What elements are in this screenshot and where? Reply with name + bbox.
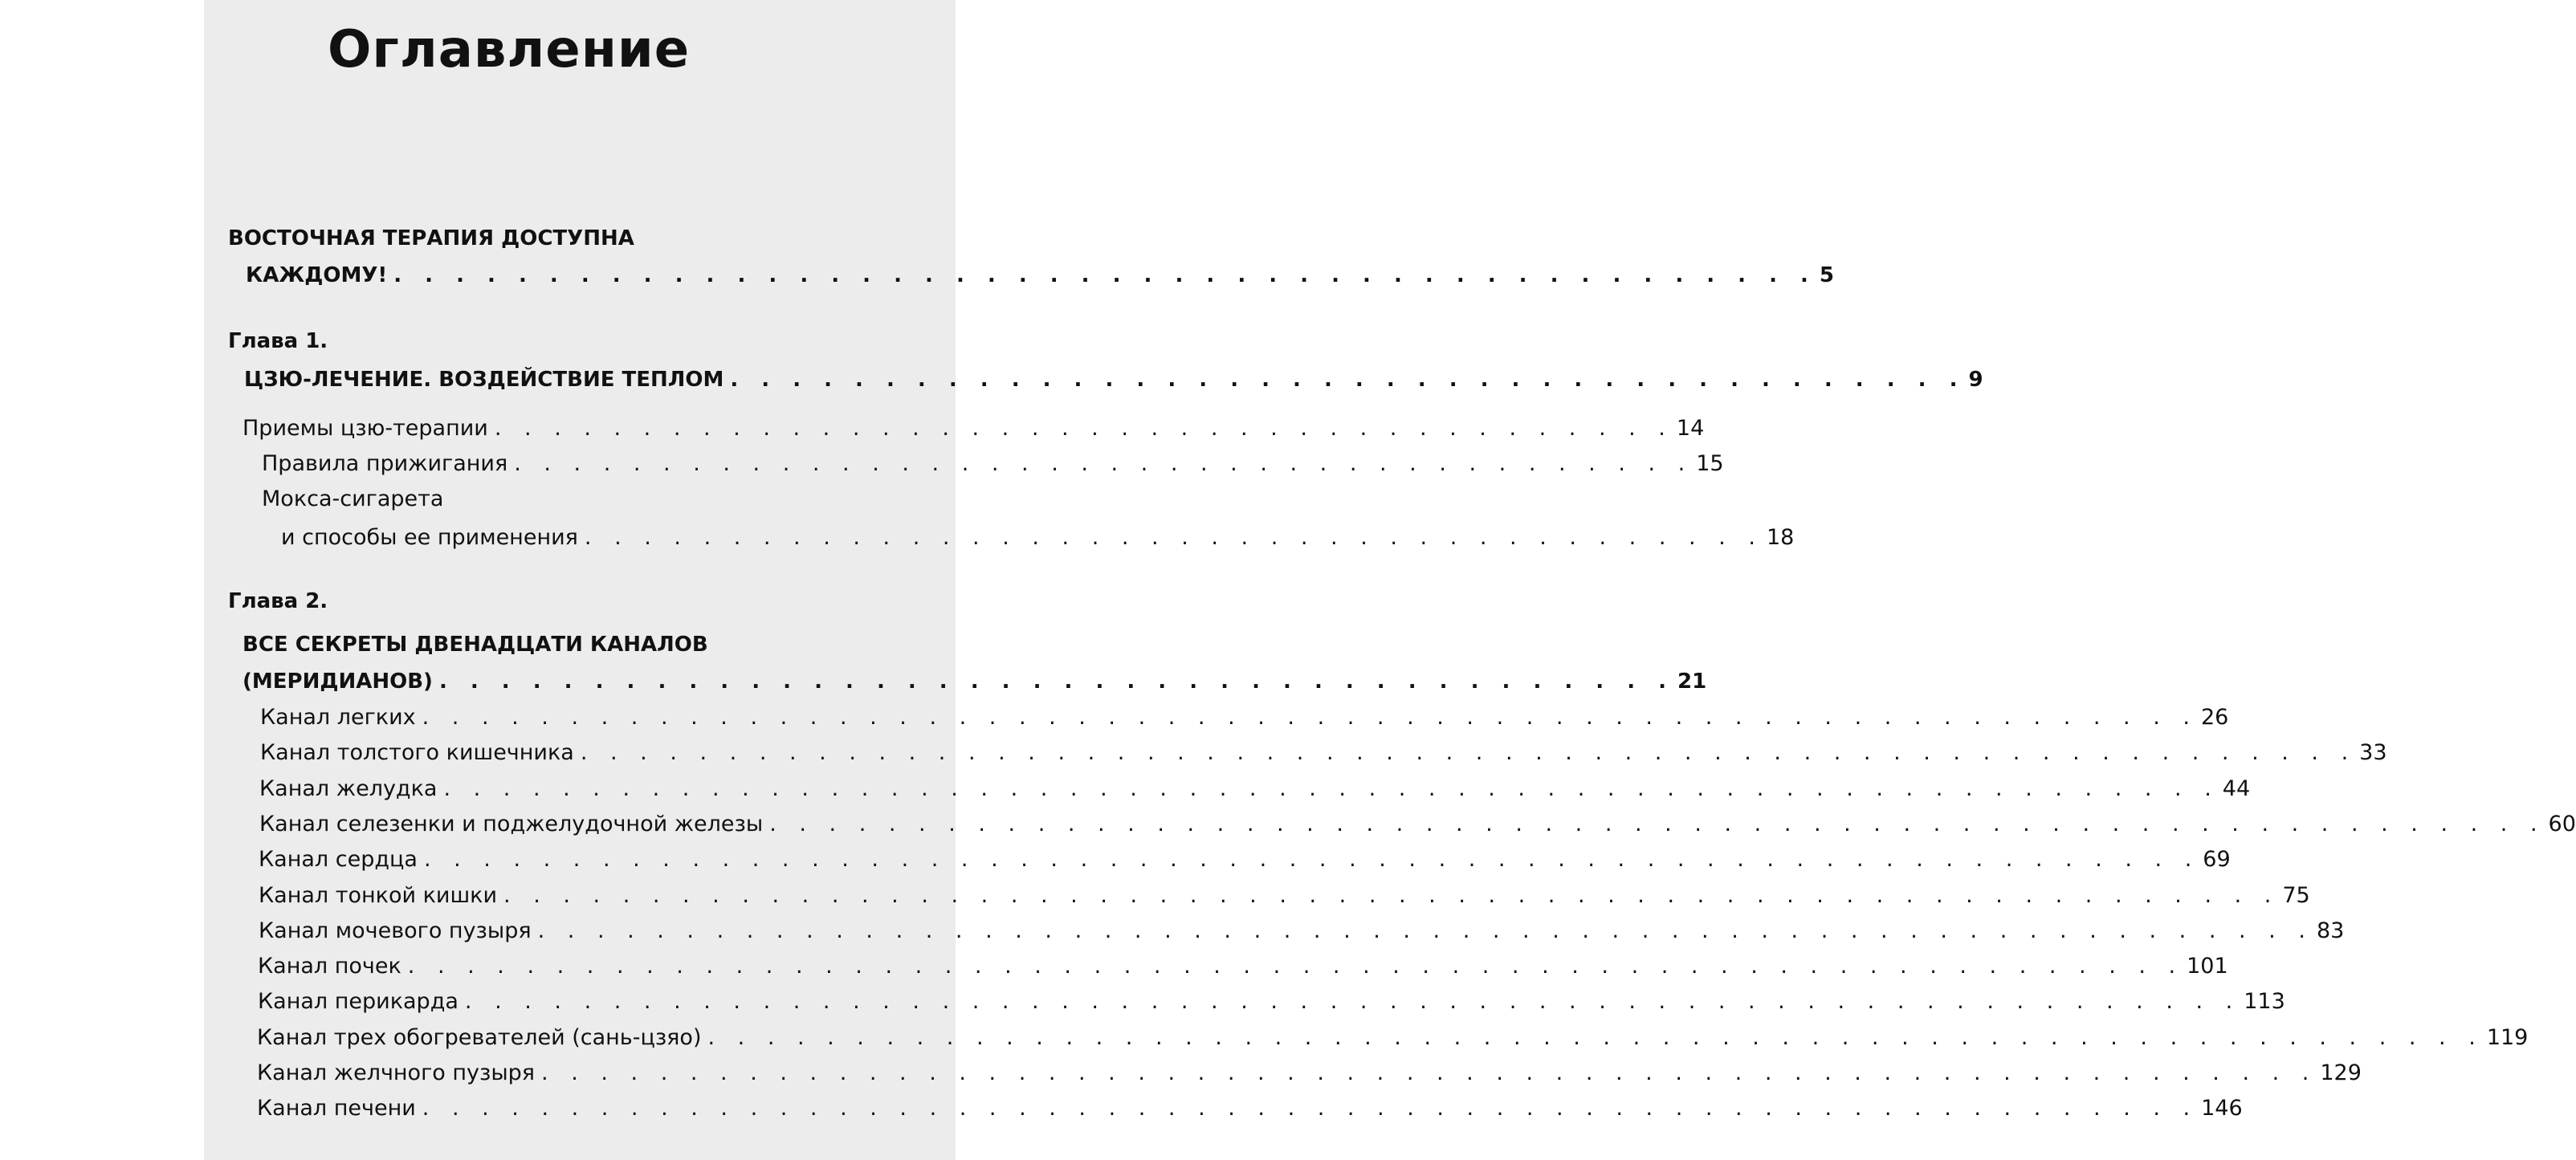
toc-entry[interactable]	[259, 847, 2231, 872]
toc-entry[interactable]	[260, 705, 2229, 730]
page-number: 15	[1696, 451, 1724, 476]
page-number: 60	[2548, 812, 2576, 836]
entry-label: Канал селезенки и поджелудочной железы	[259, 812, 764, 836]
leader-dots: . . . . . . . . . . . . . . . . . . . . . . . . . . . . . . . . . . . . . . . . . . . . . . . . . . . . . . . . . . . .	[503, 883, 2280, 908]
toc-entry[interactable]	[259, 776, 2251, 801]
page-number: 113	[2244, 989, 2285, 1014]
intro-title-line1: ВОСТОЧНАЯ ТЕРАПИЯ ДОСТУПНА	[228, 226, 634, 250]
page-number: 21	[1677, 670, 1707, 694]
page-number: 9	[1968, 368, 1983, 392]
toc-entry-chapter2[interactable]	[243, 670, 1707, 694]
leader-dots: . . . . . . . . . . . . . . . . . . . . . . . . . . . . . . . . . . . . . . . . . . . . . . . . . . . . . . . . . . . .	[443, 776, 2219, 801]
page-number: 44	[2222, 776, 2251, 801]
entry-label: Канал трех обогревателей (сань-цзяо)	[257, 1025, 702, 1050]
toc-entry[interactable]	[260, 740, 2387, 765]
toc-entry[interactable]	[258, 989, 2285, 1014]
page-number: 18	[1766, 525, 1795, 550]
leader-dots: . . . . . . . . . . . . . . . . . . . . . . . . . . . . . . . . . . . . . . . . . . . . . . . . . . . . . . . . . . . .	[407, 954, 2184, 979]
entry-label: Канал мочевого пузыря	[259, 918, 532, 943]
toc-entry[interactable]	[259, 883, 2310, 908]
leader-dots: . . . . . . . . . . . . . . . . . . . . . . . . . . . . . . . . . . . . . . . . . . . . . . . . . . . . . . . . . . . .	[422, 705, 2198, 730]
toc-entry[interactable]	[243, 416, 1705, 441]
leader-dots: . . . . . . . . . . . . . . . . . . . . . . . . . . . . . . . . . . . . . . . .	[494, 416, 1673, 441]
leader-dots: . . . . . . . . . . . . . . . . . . . . . . . . . . . . . . . . . . . . . . . .	[730, 368, 1966, 392]
toc-entry[interactable]	[262, 451, 1724, 476]
page-number: 146	[2201, 1096, 2243, 1121]
page-number: 26	[2200, 705, 2229, 730]
leader-dots: . . . . . . . . . . . . . . . . . . . . . . . . . . . . . . . . . . . . . . . . . . . . . .	[393, 263, 1816, 287]
chapter2-title-line2: (МЕРИДИАНОВ)	[243, 670, 433, 694]
chapter2-label: Глава 2.	[228, 589, 328, 613]
toc-entry[interactable]	[259, 918, 2345, 943]
page-number: 129	[2320, 1060, 2362, 1085]
toc-entry[interactable]	[258, 954, 2228, 979]
entry-label: Правила прижигания	[262, 451, 508, 476]
page-number: 101	[2187, 954, 2228, 979]
leader-dots: . . . . . . . . . . . . . . . . . . . . . . . . . . . . . . . . . . . . . . . . . . . . . . . . . . . . . . . . . . . .	[464, 989, 2241, 1014]
entry-label: Канал желчного пузыря	[257, 1060, 536, 1085]
leader-dots: . . . . . . . . . . . . . . . . . . . . . . . . . . . . . . . . . . . . . . . .	[514, 451, 1694, 476]
page-number: 5	[1819, 263, 1835, 287]
entry-label: Канал желудка	[259, 776, 438, 801]
entry-label: Канал перикарда	[258, 989, 459, 1014]
leader-dots: . . . . . . . . . . . . . . . . . . . . . . . . . . . . . . . . . . . . . . . .	[438, 670, 1675, 694]
leader-dots: . . . . . . . . . . . . . . . . . . . . . . . . . . . . . . . . . . . . . . . . . . . . . . . . . . . . . . . . . . . .	[422, 1096, 2199, 1121]
leader-dots: . . . . . . . . . . . . . . . . . . . . . . . . . . . . . . . . . . . . . . . . . . . . . . . . . . . . . . . . . . . .	[423, 847, 2200, 872]
page-number: 119	[2486, 1025, 2529, 1050]
entry-label: Канал тонкой кишки	[259, 883, 498, 908]
book-page	[204, 0, 2576, 1160]
page-title: Оглавление	[328, 20, 691, 79]
entry-label: Канал сердца	[259, 847, 418, 872]
page-number: 83	[2316, 918, 2345, 943]
chapter1-title: ЦЗЮ-ЛЕЧЕНИЕ. ВОЗДЕЙСТВИЕ ТЕПЛОМ	[244, 368, 724, 392]
entry-label: Канал почек	[258, 954, 401, 979]
toc-entry[interactable]	[259, 812, 2576, 836]
entry-label-line2: и способы ее применения	[281, 525, 578, 550]
entry-label: Канал печени	[257, 1096, 416, 1121]
toc-entry[interactable]	[257, 1096, 2243, 1121]
leader-dots: . . . . . . . . . . . . . . . . . . . . . . . . . . . . . . . . . . . . . . . . . . . . . . . . . . . . . . . . . . . .	[541, 1060, 2317, 1085]
page-number: 69	[2203, 847, 2231, 872]
chapter2-title-line1: ВСЕ СЕКРЕТЫ ДВЕНАДЦАТИ КАНАЛОВ	[243, 633, 708, 657]
leader-dots: . . . . . . . . . . . . . . . . . . . . . . . . . . . . . . . . . . . . . . . . . . . . . . . . . . . . . . . . . . . .	[580, 740, 2357, 765]
entry-label: Канал толстого кишечника	[260, 740, 574, 765]
entry-label: Приемы цзю-терапии	[243, 416, 488, 441]
toc-entry-intro[interactable]	[246, 263, 1835, 287]
toc-entry[interactable]	[257, 1060, 2362, 1085]
toc-entry[interactable]	[281, 525, 1795, 550]
intro-title-line2: КАЖДОМУ!	[246, 263, 388, 287]
page-number: 33	[2359, 740, 2387, 765]
page-number: 14	[1676, 416, 1705, 441]
entry-label: Канал легких	[260, 705, 416, 730]
chapter1-label: Глава 1.	[228, 329, 328, 353]
page-number: 75	[2282, 883, 2310, 908]
entry-label-line1: Мокса-сигарета	[262, 486, 444, 511]
leader-dots: . . . . . . . . . . . . . . . . . . . . . . . . . . . . . . . . . . . . . . . . . . . . . . . . . . . . . . . . . . . .	[707, 1025, 2484, 1050]
leader-dots: . . . . . . . . . . . . . . . . . . . . . . . . . . . . . . . . . . . . . . . . . . . . . . . . . . . . . . . . . . . .	[769, 812, 2545, 836]
toc-entry[interactable]	[257, 1025, 2529, 1050]
leader-dots: . . . . . . . . . . . . . . . . . . . . . . . . . . . . . . . . . . . . . . . .	[584, 525, 1763, 550]
leader-dots: . . . . . . . . . . . . . . . . . . . . . . . . . . . . . . . . . . . . . . . . . . . . . . . . . . . . . . . . . . . .	[537, 918, 2313, 943]
toc-entry-chapter1[interactable]	[244, 368, 1983, 392]
